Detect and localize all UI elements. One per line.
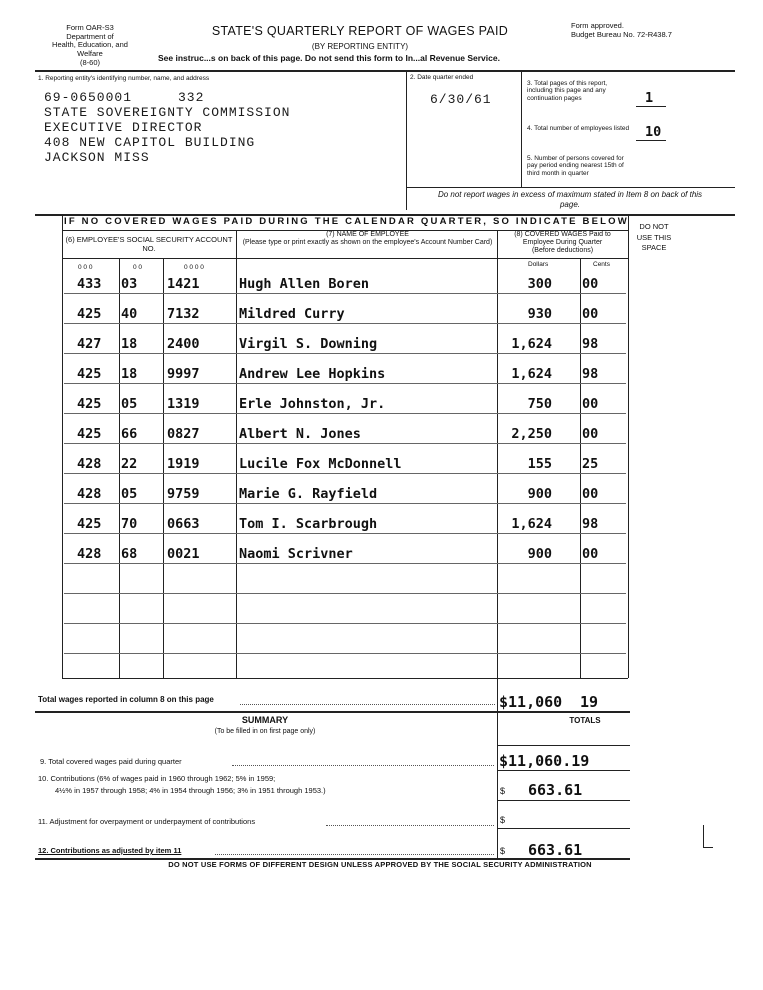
- top-rule: [35, 70, 735, 72]
- col-cents: [580, 258, 581, 678]
- col-head-wages: [499, 231, 626, 255]
- employee-name: Andrew Lee Hopkins: [239, 366, 386, 382]
- ssn-group: 68: [121, 546, 138, 562]
- summary-sub: (To be filled in on first page only): [214, 728, 316, 735]
- ssn-group: 70: [121, 516, 138, 532]
- total-wages-dollars: $11,060: [499, 693, 563, 711]
- item12-dollar-sign: $: [500, 846, 506, 856]
- total-wages-cents: 19: [580, 693, 599, 711]
- ssn-area: 425: [77, 306, 102, 322]
- row-rule: [64, 623, 626, 624]
- employee-name: Tom I. Scarbrough: [239, 516, 378, 532]
- ssn-group: 18: [121, 336, 138, 352]
- employee-name: Marie G. Rayfield: [239, 486, 378, 502]
- row-rule: [64, 563, 626, 564]
- col-wages: [497, 230, 498, 858]
- employee-name: Hugh Allen Boren: [239, 276, 370, 292]
- col-name: [236, 230, 237, 678]
- wage-dollars: 2,250: [511, 426, 552, 442]
- wage-cents: 98: [582, 336, 599, 352]
- ssn-group: 40: [121, 306, 138, 322]
- wage-dollars: 155: [527, 456, 552, 472]
- ssn-area: 425: [77, 366, 102, 382]
- edge-mark-foot: [703, 847, 713, 848]
- ssn-serial: 0663: [167, 516, 200, 532]
- item11-leader: [326, 825, 494, 826]
- item12-leader: [215, 854, 494, 855]
- ssn-group-c-hint: 0 0 0 0: [184, 264, 204, 271]
- ssn-group: 66: [121, 426, 138, 442]
- total-leader: [240, 704, 495, 705]
- row-rule: [64, 443, 626, 444]
- ssn-area: 425: [77, 396, 102, 412]
- wage-dollars: 1,624: [511, 336, 552, 352]
- wage-cents: 00: [582, 486, 599, 502]
- item10-value: 663.61: [528, 781, 583, 799]
- ssn-group-b-hint: 0 0: [133, 264, 143, 271]
- item9-label: 9. Total covered wages paid during quarter: [40, 757, 182, 766]
- col-head-name-sub: (Please type or print exactly as shown on the employee's Account Number Card): [242, 239, 493, 247]
- row-rule: [64, 353, 626, 354]
- ssn-area: 425: [77, 426, 102, 442]
- ssn-area: 425: [77, 516, 102, 532]
- wage-cents: 00: [582, 306, 599, 322]
- item11-dollar-sign: $: [500, 815, 506, 825]
- employee-name: Albert N. Jones: [239, 426, 361, 442]
- row-rule: [64, 503, 626, 504]
- form-id: Form OAR-S3: [66, 23, 114, 32]
- ssn-serial: 2400: [167, 336, 200, 352]
- wage-cents: 98: [582, 366, 599, 382]
- wage-cents: 98: [582, 516, 599, 532]
- wage-dollars: 300: [527, 276, 552, 292]
- item10-dollar-sign: $: [500, 786, 506, 796]
- ssn-serial: 1421: [167, 276, 200, 292]
- item4-label: 4. Total number of employees listed: [527, 125, 630, 132]
- ssn-area: 433: [77, 276, 102, 292]
- wage-cents: 00: [582, 396, 599, 412]
- entity-line4: JACKSON MISS: [44, 150, 150, 165]
- form-title: STATE'S QUARTERLY REPORT OF WAGES PAID: [211, 24, 509, 38]
- ssn-area: 428: [77, 486, 102, 502]
- do-not-use-space: DO NOT USE THIS SPACE: [636, 222, 672, 252]
- entity-label: 1. Reporting entity's identifying number, name, and address: [38, 75, 210, 82]
- col-head-wages-title: (8) COVERED WAGES Paid to Employee During Quarter: [514, 231, 611, 247]
- form-code: (8-60): [79, 57, 100, 67]
- employee-name: Lucile Fox McDonnell: [239, 456, 402, 472]
- ssn-group: 22: [121, 456, 138, 472]
- divider-entity: [406, 70, 407, 210]
- ssn-serial: 0021: [167, 546, 200, 562]
- ssn-group: 05: [121, 396, 138, 412]
- quarter-label: 2. Date quarter ended: [410, 74, 474, 81]
- col-ssn-a: [119, 258, 120, 678]
- form-id-block: [40, 24, 140, 67]
- row-rule: [64, 383, 626, 384]
- item3-value: 1: [645, 90, 654, 106]
- item5-label: 5. Number of persons covered for pay period ending nearest 15th of third month in quarter: [527, 155, 624, 177]
- item3-underline: [636, 106, 666, 107]
- quarter-value: 6/30/61: [430, 92, 492, 107]
- entity-line3: 408 NEW CAPITOL BUILDING: [44, 135, 256, 150]
- banner-text: IF NO COVERED WAGES PAID DURING THE CALENDAR QUARTER, SO INDICATE BELOW: [64, 216, 629, 227]
- ssn-group: 03: [121, 276, 138, 292]
- item11-rule: [497, 828, 630, 829]
- wage-dollars: 930: [527, 306, 552, 322]
- row-rule: [64, 413, 626, 414]
- wage-cents: 00: [582, 426, 599, 442]
- ssn-serial: 0827: [167, 426, 200, 442]
- item12-label: 12. Contributions as adjusted by item 11: [38, 846, 182, 855]
- ssn-serial: 9759: [167, 486, 200, 502]
- total-wages-label: Total wages reported in column 8 on this page: [38, 695, 214, 704]
- col-head-ssn: (6) EMPLOYEE'S SOCIAL SECURITY ACCOUNT NO.: [65, 235, 233, 253]
- footer-note: DO NOT USE FORMS OF DIFFERENT DESIGN UNLESS APPROVED BY THE SOCIAL SECURITY ADMINISTRATION: [168, 860, 592, 869]
- wage-dollars: 1,624: [511, 516, 552, 532]
- ssn-area: 427: [77, 336, 102, 352]
- item4-underline: [636, 140, 666, 141]
- row-rule: [64, 593, 626, 594]
- row-rule: [64, 323, 626, 324]
- item3-label: 3. Total pages of this report, including this page and any continuation pages: [527, 80, 608, 102]
- totals-heading: TOTALS: [569, 716, 601, 725]
- ssn-area: 428: [77, 456, 102, 472]
- employee-name: Mildred Curry: [239, 306, 345, 322]
- col-left: [62, 214, 63, 678]
- item12-value: 663.61: [528, 841, 583, 859]
- form-subtitle: (BY REPORTING ENTITY): [311, 42, 409, 51]
- department-name: Health, Education, and Welfare: [52, 40, 128, 58]
- employee-name: Naomi Scrivner: [239, 546, 353, 562]
- employee-name: Virgil S. Downing: [239, 336, 378, 352]
- totals-rule: [35, 711, 630, 713]
- form-approved: Form approved.: [571, 21, 624, 30]
- item4-value: 10: [645, 124, 662, 140]
- entity-number: 69-0650001: [44, 90, 133, 105]
- entity-code: 332: [178, 90, 205, 105]
- item10-label-2: 4½% in 1957 through 1958; 4% in 1954 through 1956; 3% in 1951 through 1953.): [55, 786, 326, 795]
- row-rule: [64, 293, 626, 294]
- wage-dollars: 900: [527, 546, 552, 562]
- ssn-area: 428: [77, 546, 102, 562]
- table-bottom-rule: [62, 678, 628, 679]
- col-right: [628, 214, 629, 678]
- summary-heading: SUMMARY: [241, 715, 289, 725]
- note-max: Do not report wages in excess of maximum stated in Item 8 on back of this page.: [437, 190, 703, 209]
- wage-cents: 00: [582, 546, 599, 562]
- row-rule: [64, 473, 626, 474]
- edge-mark: [703, 825, 704, 847]
- ssn-group: 18: [121, 366, 138, 382]
- col-cents-label: Cents: [593, 261, 610, 268]
- department: Department of: [66, 31, 114, 41]
- item10-label: 10. Contributions (6% of wages paid in 1960 through 1962; 5% in 1959;: [38, 774, 276, 783]
- budget-bureau: Budget Bureau No. 72-R438.7: [571, 29, 672, 39]
- item10-rule: [497, 800, 630, 801]
- ssn-serial: 9997: [167, 366, 200, 382]
- entity-line2: EXECUTIVE DIRECTOR: [44, 120, 203, 135]
- item9-rule: [497, 770, 630, 771]
- col-head-wages-sub: (Before deductions): [531, 247, 594, 255]
- ssn-group: 05: [121, 486, 138, 502]
- col-head-name-title: (7) NAME OF EMPLOYEE: [326, 231, 409, 238]
- ssn-serial: 1319: [167, 396, 200, 412]
- wage-cents: 00: [582, 276, 599, 292]
- col-head-name: [240, 231, 495, 247]
- row-rule: [64, 533, 626, 534]
- entity-name: STATE SOVEREIGNTY COMMISSION: [44, 105, 291, 120]
- wage-dollars: 750: [527, 396, 552, 412]
- note-top-rule: [406, 187, 735, 188]
- ssn-serial: 1919: [167, 456, 200, 472]
- wage-dollars: 1,624: [511, 366, 552, 382]
- approval-block: [571, 22, 721, 39]
- wage-cents: 25: [582, 456, 599, 472]
- item9-value: $11,060.19: [499, 752, 590, 770]
- instructions: See instruc...s on back of this page. Do not send this form to In...al Revenue Service.: [158, 53, 500, 63]
- divider-quarter: [521, 70, 522, 188]
- row-rule: [64, 653, 626, 654]
- employee-name: Erle Johnston, Jr.: [239, 396, 386, 412]
- subheader-rule: [62, 258, 628, 259]
- item9-top-rule: [497, 745, 630, 746]
- col-dollars: Dollars: [528, 261, 549, 268]
- wage-dollars: 900: [527, 486, 552, 502]
- ssn-serial: 7132: [167, 306, 200, 322]
- col-ssn-b: [163, 258, 164, 678]
- item9-leader: [232, 765, 494, 766]
- ssn-group-a-hint: 0 0 0: [78, 264, 93, 271]
- item11-label: 11. Adjustment for overpayment or underpayment of contributions: [38, 817, 256, 826]
